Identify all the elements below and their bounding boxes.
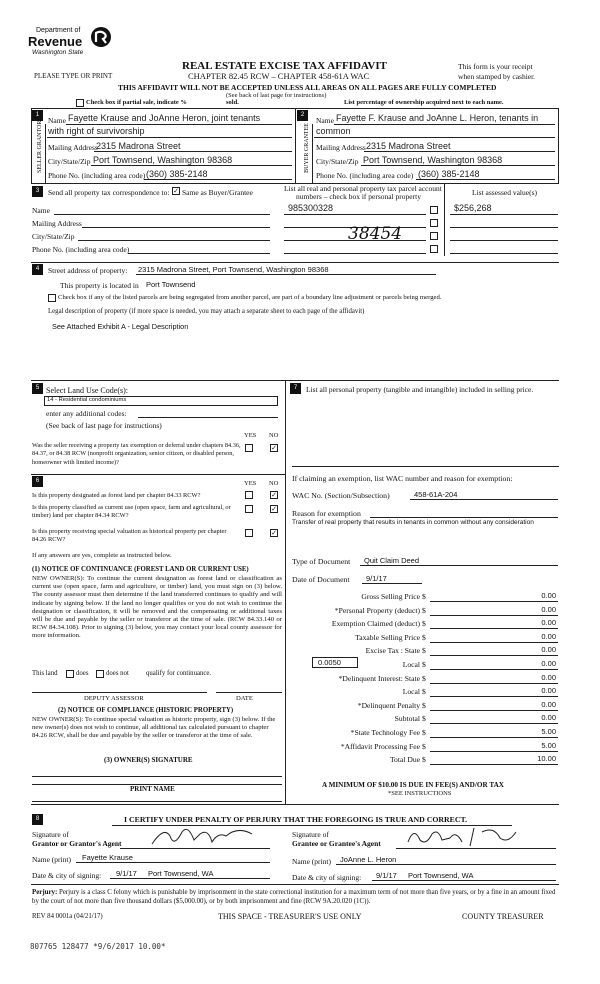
seller-side-label: SELLER GRANTOR [37, 120, 43, 173]
seller-name-label: Name [48, 116, 66, 125]
seller-mail-label: Mailing Address [48, 143, 98, 152]
this-land-label: This land [32, 670, 58, 677]
doc-date-value[interactable]: 9/1/17 [366, 574, 387, 583]
compliance-title: (2) NOTICE OF COMPLIANCE (HISTORIC PROPERTY) [58, 707, 234, 714]
section-8-number: 8 [32, 814, 43, 825]
grantor-name-label: Name (print) [32, 855, 71, 864]
section-3-number: 3 [32, 186, 43, 197]
reason-label: Reason for exemption [292, 509, 361, 518]
seller-mail[interactable]: 2315 Madrona Street [96, 141, 181, 151]
form-chapter: CHAPTER 82.45 RCW – CHAPTER 458-61A WAC [188, 71, 370, 81]
historic-no-checkbox[interactable]: ✓ [271, 529, 277, 537]
seller-name-1[interactable]: Fayette Krause and JoAnne Heron, joint tenants [68, 113, 261, 123]
fee-row-value[interactable]: 0.00 [541, 686, 556, 696]
seller-city-label: City/State/Zip [48, 157, 91, 166]
mail-address-label: Mailing Address [32, 219, 82, 228]
grantor-city[interactable]: Port Townsend, WA [148, 869, 214, 878]
continuance-title: (1) NOTICE OF CONTINUANCE (FOREST LAND OR CURRENT USE) [32, 566, 249, 573]
mail-city-label: City/State/Zip [32, 232, 75, 241]
segregated-checkbox[interactable] [48, 294, 56, 302]
qualify-label: qualify for continuance. [146, 670, 212, 677]
fee-row-label: Taxable Selling Price [355, 632, 420, 642]
street-address[interactable]: 2315 Madrona Street, Port Townsend, Washington 98368 [138, 265, 329, 274]
section-4-number: 4 [32, 264, 43, 275]
personal-property-checkbox-2[interactable] [430, 219, 438, 227]
fee-row-value[interactable]: 0.00 [541, 659, 556, 668]
buyer-name-1[interactable]: Fayette F. Krause and JoAnne L. Heron, tenants in [336, 113, 539, 123]
fee-row-label: *Personal Property (deduct) [334, 605, 420, 615]
wac-value[interactable]: 458-61A-204 [414, 490, 458, 499]
doc-type-label: Type of Document [292, 557, 351, 566]
grantee-date[interactable]: 9/1/17 [376, 871, 397, 880]
fee-row-label: *Affidavit Processing Fee [340, 741, 420, 751]
grantor-date-label: Date & city of signing: [32, 871, 102, 880]
segregated-label: Check box if any of the listed parcels are being segregated from another parcel, are part of a boundary line adjustment or parcels being merged. [58, 294, 442, 301]
exemption-no-checkbox[interactable]: ✓ [271, 444, 277, 452]
personal-property-checkbox-4[interactable] [430, 245, 438, 253]
perjury-label: Perjury: [32, 889, 58, 896]
fee-row-label: Subtotal [394, 714, 420, 724]
assessed-header: List assessed value(s) [472, 188, 537, 197]
fee-row-value[interactable]: 0.00 [541, 604, 556, 614]
treasurer-space: THIS SPACE - TREASURER'S USE ONLY [218, 912, 362, 921]
parcel-header-1: List all real and personal property tax parcel account [284, 184, 442, 193]
fee-row-value[interactable]: 0.00 [541, 631, 556, 641]
sec6-yes: YES [244, 480, 257, 487]
located-value[interactable]: Port Townsend [146, 280, 196, 289]
fee-row-dollar: $ [422, 728, 426, 737]
grantee-city[interactable]: Port Townsend, WA [408, 871, 474, 880]
legal-value[interactable]: See Attached Exhibit A - Legal Description [52, 322, 189, 331]
legal-label: Legal description of property (if more space is needed, you may attach a separate sheet to each page of the affidavit) [48, 308, 365, 315]
forest-yes-checkbox[interactable] [245, 491, 253, 499]
sec6-no: NO [269, 480, 279, 487]
buyer-city[interactable]: Port Townsend, Washington 98368 [363, 155, 503, 165]
current-use-question: Is this property classified as current use (open space, farm and agricultural, or timber) land per chapter 84.34 RCW? [32, 504, 231, 519]
rev-number: REV 84 0001a (04/21/17) [32, 913, 103, 920]
fee-row-label: *Delinquent Penalty [357, 700, 420, 710]
send-correspondence-label: Send all property tax correspondence to: [48, 188, 170, 197]
buyer-phone-label: Phone No. (including area code) [316, 171, 414, 180]
additional-codes-label: enter any additional codes: [46, 409, 127, 418]
buyer-name-2[interactable]: common [316, 126, 351, 136]
agency-line2: Revenue [28, 34, 83, 49]
compliance-text: NEW OWNER(S): To continue special valuation as historic property, sign (3) below. If the new owner(s) does not wish to continue, all additional tax calculated pursuant to chapter 84.26 RCW, shall be due and payable by the seller or transferor at the time of sale. [32, 716, 276, 740]
fee-row-value[interactable]: 0.00 [541, 645, 556, 655]
mail-name-label: Name [32, 206, 50, 215]
doc-type-value[interactable]: Quit Claim Deed [364, 556, 420, 565]
parcel-header-2: numbers – check box if personal property [296, 192, 421, 201]
buyer-name-label: Name [316, 116, 334, 125]
owner-signature-label: (3) OWNER(S) SIGNATURE [104, 756, 193, 764]
parcel-number[interactable]: 985300328 [288, 203, 334, 213]
ownership-note: List percentage of ownership acquired next to each name. [344, 99, 504, 106]
if-yes-note: If any answers are yes, complete as instructed below. [32, 552, 172, 559]
does-not-label: does not [106, 670, 129, 677]
fee-row-label: Total Due [389, 755, 420, 765]
certify-statement: I CERTIFY UNDER PENALTY OF PERJURY THAT THE FOREGOING IS TRUE AND CORRECT. [124, 815, 468, 824]
grantor-date[interactable]: 9/1/17 [116, 869, 137, 878]
receipt-note-2: when stamped by cashier. [458, 72, 536, 81]
fee-row-value[interactable]: 0.00 [541, 591, 556, 600]
fee-row-value[interactable]: 0.00 [541, 618, 556, 628]
forest-no-checkbox[interactable]: ✓ [271, 491, 277, 499]
fee-row-label: *Delinquent Interest: State [338, 673, 420, 683]
fee-row-label: *State Technology Fee [350, 728, 420, 737]
section-2-number: 2 [297, 110, 308, 121]
fee-row-value[interactable]: 10.00 [537, 754, 556, 764]
buyer-side-label: BUYER GRANTEE [304, 123, 310, 173]
doc-date-label: Date of Document [292, 575, 350, 584]
see-back-note: (See back of last page for instructions) [226, 92, 327, 99]
continuance-text: NEW OWNER(S): To continue the current designation as forest land or classification as current use (open space, farm and agriculture, or timber) land, you must sign on (3) below. The county assessor must then determine if the land transferred continues to qualify and will indicate by signing below. If the land no longer qualifies or you do not wish to continue the designation or classification, it will be removed and the compensating or additional taxes will be due and payable by the seller or transferor at the time of sale. (RCW 84.33.140 or RCW 84.34.108). Prior to signing (3) below, you may contact your local county assessor for more information. [32, 575, 282, 640]
deputy-assessor-label: DEPUTY ASSESSOR [84, 695, 144, 702]
agency-line3: Washington State [32, 49, 84, 56]
fee-row-label: Gross Selling Price [361, 592, 420, 601]
fee-row-dollar: $ [422, 714, 426, 724]
land-use-see-back: (See back of last page for instructions) [46, 421, 162, 430]
grantee-agent-label: Grantee or Grantee's Agent [292, 839, 381, 848]
land-use-code: 14 - Residential condominiums [47, 397, 127, 403]
current-use-no-checkbox[interactable]: ✓ [271, 505, 277, 513]
grantor-sig-label: Signature of [32, 830, 69, 839]
assessed-value[interactable]: $256,268 [454, 203, 492, 213]
reason-value[interactable]: Transfer of real property that results in tenants in common without any consideration [292, 519, 534, 526]
sec5-yes: YES [244, 432, 257, 439]
does-label: does [76, 670, 89, 677]
fee-row-dollar: $ [422, 755, 426, 765]
section-1-number: 1 [32, 110, 43, 121]
buyer-mail-label: Mailing Address [316, 143, 366, 152]
logo-mark-icon [90, 26, 112, 48]
does-not-checkbox[interactable] [96, 670, 104, 678]
seller-phone-label: Phone No. (including area code) [48, 171, 146, 180]
fee-row-value[interactable]: 0.00 [541, 713, 556, 723]
same-as-buyer-checkbox[interactable]: ✓ [173, 187, 179, 195]
fee-row-dollar: $ [422, 632, 426, 642]
fee-row-dollar: $ [422, 700, 426, 710]
grantee-signature [404, 824, 524, 850]
fee-row-label: Exemption Claimed (deduct) [331, 619, 420, 629]
wac-label: WAC No. (Section/Subsection) [292, 491, 390, 500]
personal-property-checkbox-1[interactable] [430, 206, 438, 214]
warning-text: THIS AFFIDAVIT WILL NOT BE ACCEPTED UNLESS ALL AREAS ON ALL PAGES ARE FULLY COMPLETED [118, 83, 497, 92]
agency-line1: Department of [36, 27, 81, 34]
form-title: REAL ESTATE EXCISE TAX AFFIDAVIT [182, 60, 387, 72]
cashier-stamp: 807765 128477 *9/6/2017 10.00* [30, 942, 166, 951]
perjury-notice [32, 888, 560, 906]
fee-row-label: Excise Tax : State [365, 646, 420, 656]
deputy-date-label: DATE [236, 695, 253, 702]
county-treasurer: COUNTY TREASURER [462, 912, 544, 921]
street-label: Street address of property: [48, 266, 128, 275]
seller-phone[interactable]: (360) 385-2148 [146, 169, 208, 179]
personal-property-label: List all personal property (tangible and intangible) included in selling price. [306, 385, 534, 394]
fee-row-dollar: $ [422, 660, 426, 669]
does-checkbox[interactable] [66, 670, 74, 678]
fee-row-dollar: $ [422, 646, 426, 656]
forest-question: Is this property designated as forest land per chapter 84.33 RCW? [32, 492, 201, 499]
minimum-due: A MINIMUM OF $10.00 IS DUE IN FEE(S) AND/OR TAX [322, 781, 504, 789]
perjury-text: Perjury is a class C felony which is punishable by imprisonment in the state correctional institution for a maximum term of not more than five years, or by a fine in an amount fixed by the court of not more than five thousand dollars ($5,000.00), or by both imprisonment and fine (RCW 9A.20.020 (1C)). [32, 889, 556, 905]
buyer-city-label: City/State/Zip [316, 157, 359, 166]
same-as-buyer-label: Same as Buyer/Grantee [182, 188, 253, 197]
current-use-yes-checkbox[interactable] [245, 505, 253, 513]
fee-row-value[interactable]: 5.00 [541, 727, 556, 736]
personal-property-checkbox-3[interactable] [430, 232, 438, 240]
handwritten-number: 38454 [348, 224, 403, 244]
section-6-number: 6 [32, 476, 43, 487]
grantor-name[interactable]: Fayette Krause [82, 853, 133, 862]
exemption-question: Was the seller receiving a property tax exemption or deferral under chapters 84.36, 84.37, or 84.38 RCW (nonprofit organization, senior citizen, or disabled person, homeowner with limited income)? [32, 442, 241, 466]
section-7-number: 7 [290, 383, 301, 394]
land-use-label: Select Land Use Code(s): [46, 386, 128, 395]
historic-yes-checkbox[interactable] [245, 529, 253, 537]
fee-row-label: Local [402, 660, 420, 669]
seller-name-2[interactable]: with right of survivorship [48, 126, 145, 136]
historic-question: Is this property receiving special valuation as historical property per chapter 84.26 RCW? [32, 528, 227, 543]
partial-sale-label: Check box if partial sale, indicate % [86, 99, 187, 106]
please-type: PLEASE TYPE OR PRINT [34, 72, 113, 80]
fee-row-value[interactable]: 0.00 [541, 672, 556, 682]
fee-row-dollar: $ [422, 673, 426, 683]
sold-label: sold. [226, 99, 239, 106]
fee-row-dollar: $ [422, 687, 426, 697]
grantee-date-label: Date & city of signing: [292, 873, 362, 882]
local-rate: 0.0050 [318, 658, 341, 667]
exemption-yes-checkbox[interactable] [245, 444, 253, 452]
exemption-claim-label: If claiming an exemption, list WAC number and reason for exemption: [292, 474, 513, 483]
mail-phone-label: Phone No. (including area code) [32, 245, 130, 254]
buyer-mail[interactable]: 2315 Madrona Street [366, 141, 451, 151]
grantor-agent-label: Grantor or Grantor's Agent [32, 839, 122, 848]
receipt-note-1: This form is your receipt [458, 62, 533, 71]
print-name-label: PRINT NAME [130, 785, 175, 793]
buyer-phone[interactable]: (360) 385-2148 [418, 169, 480, 179]
fee-row-label: Local [402, 687, 420, 697]
sec5-no: NO [269, 432, 279, 439]
grantee-name-label: Name (print) [292, 857, 331, 866]
grantee-sig-label: Signature of [292, 830, 329, 839]
seller-city[interactable]: Port Townsend, Washington 98368 [93, 155, 233, 165]
fee-row-dollar: $ [422, 619, 426, 629]
fee-row-dollar: $ [422, 592, 426, 601]
located-label: This property is located in [60, 281, 139, 290]
fee-row-value[interactable]: 0.00 [541, 699, 556, 709]
fee-row-value[interactable]: 5.00 [541, 740, 556, 750]
agency-logo [26, 22, 126, 66]
see-instructions: *SEE INSTRUCTIONS [388, 790, 452, 797]
section-5-number: 5 [32, 383, 43, 394]
fee-row-dollar: $ [422, 605, 426, 615]
fee-row-dollar: $ [422, 741, 426, 751]
grantee-name[interactable]: JoAnne L. Heron [340, 855, 397, 864]
partial-sale-checkbox[interactable] [76, 99, 84, 107]
